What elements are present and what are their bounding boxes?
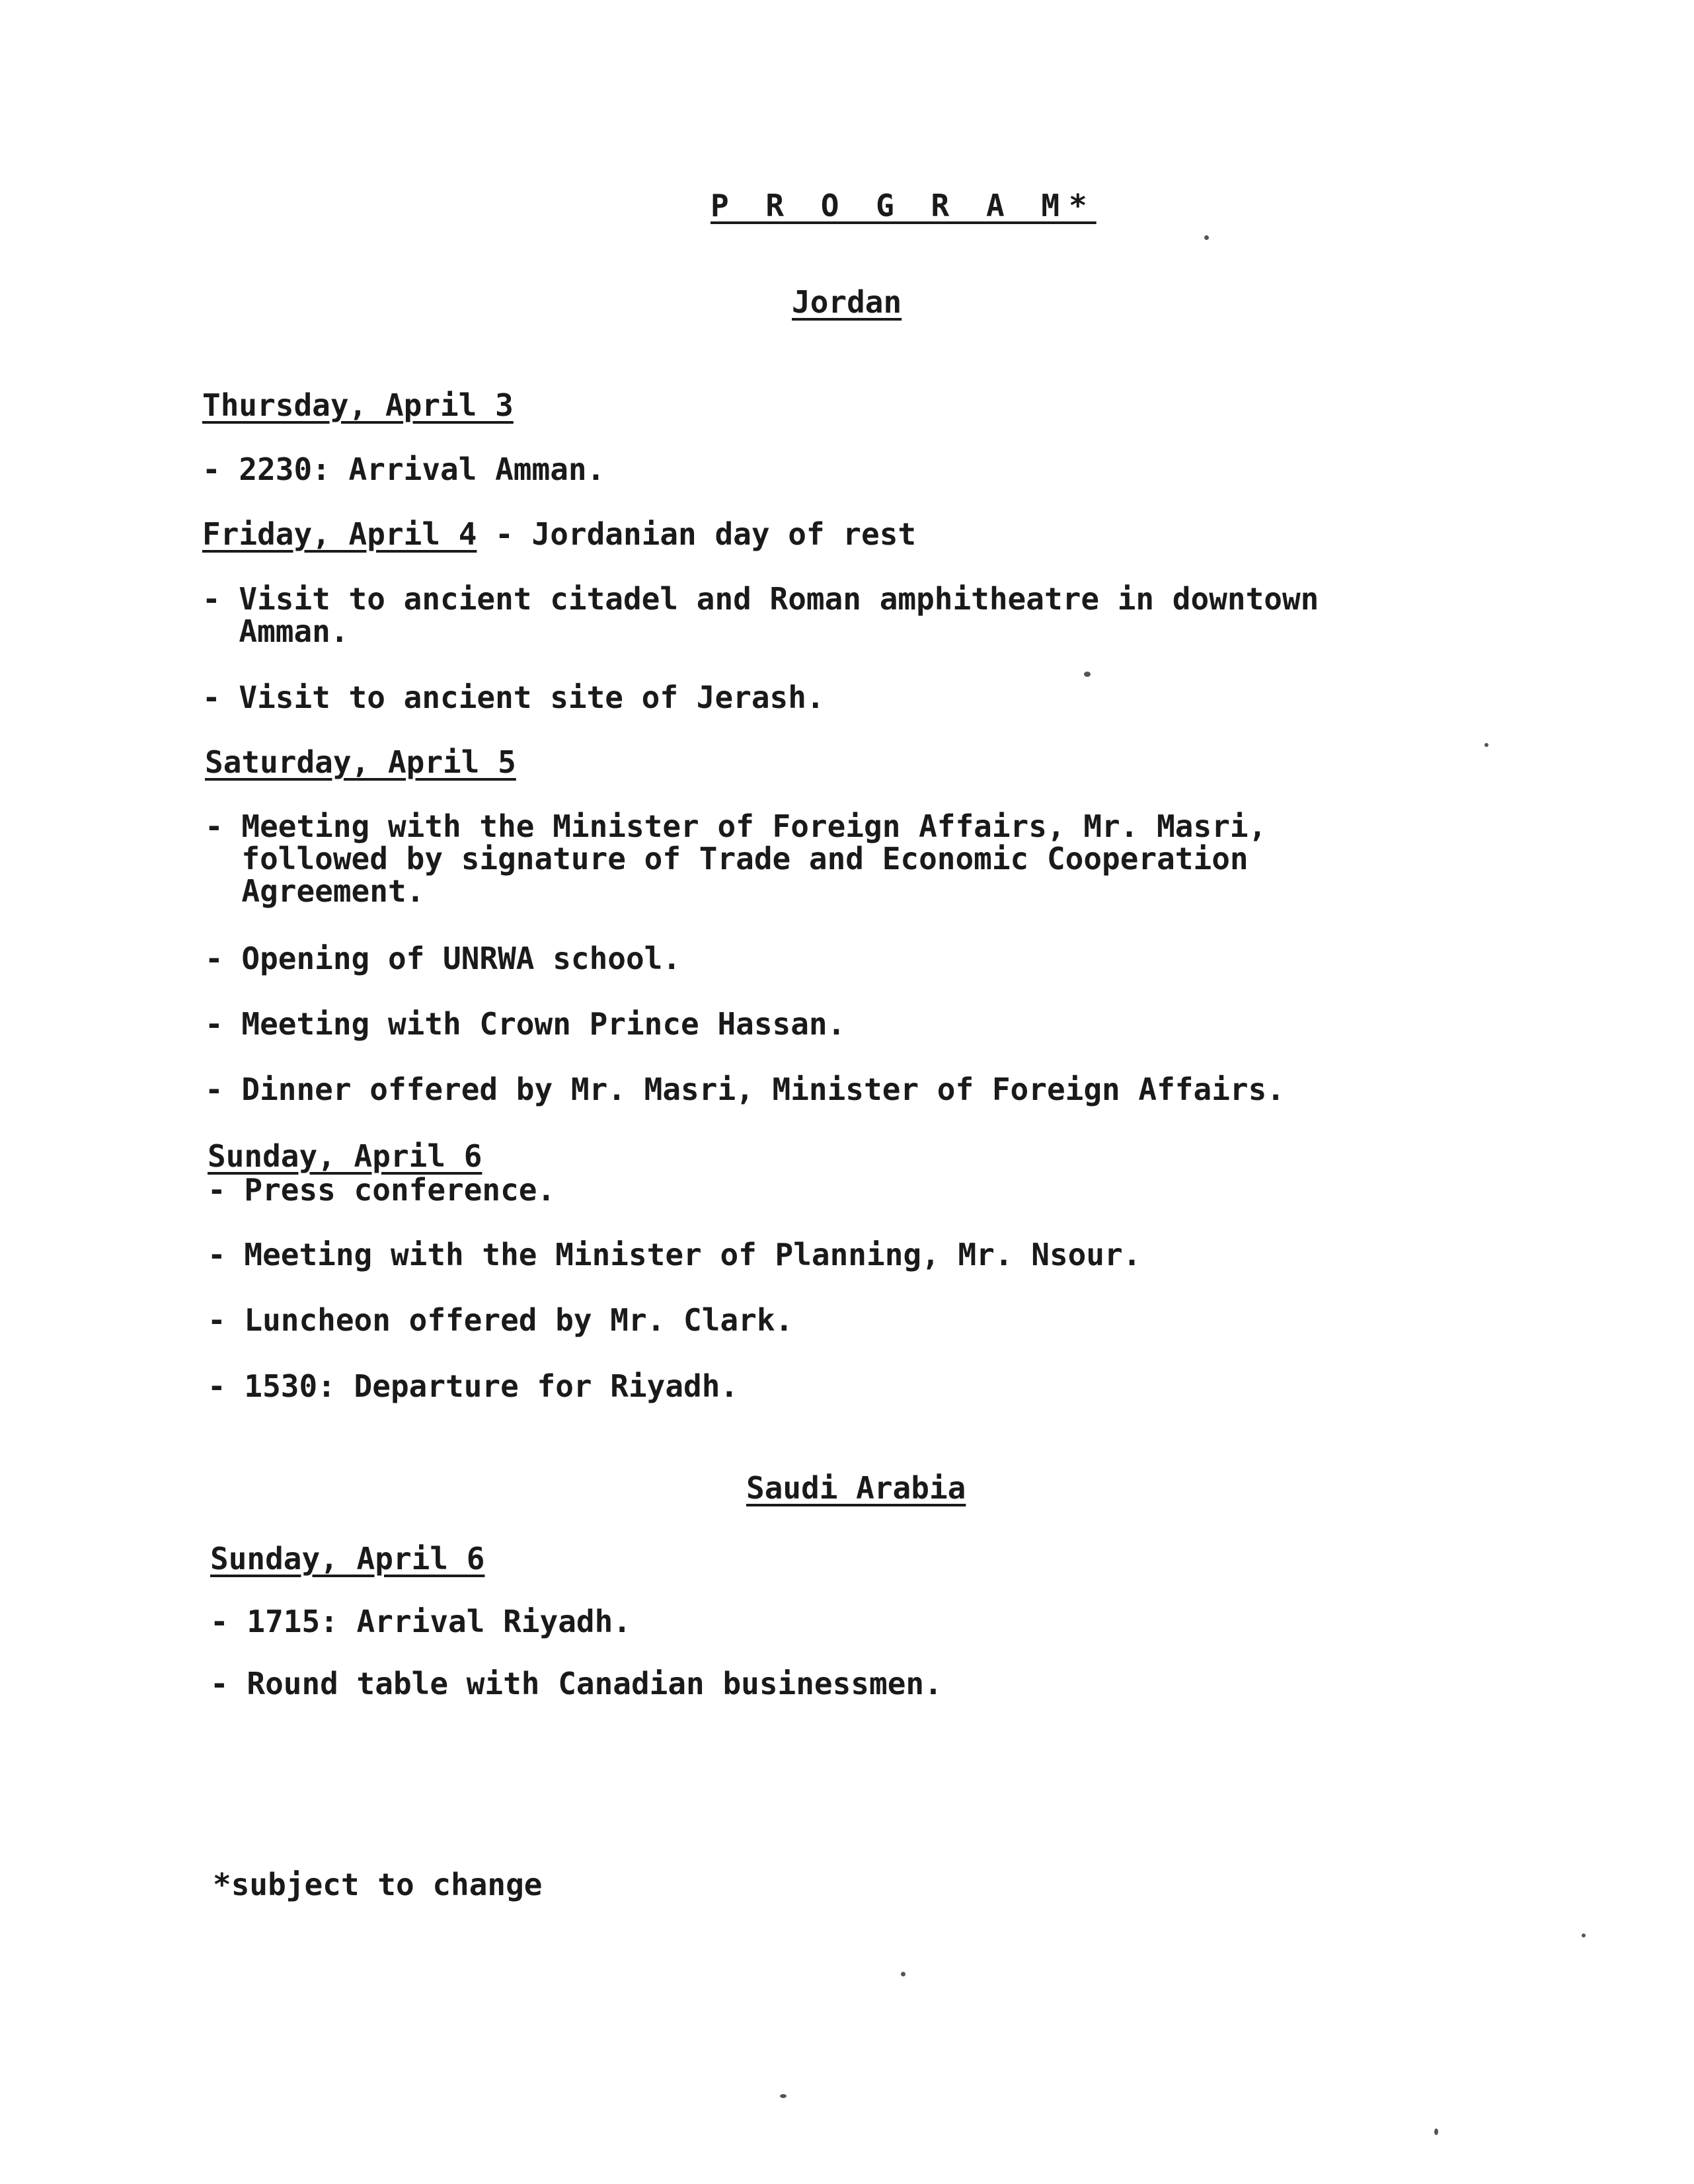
footnote: *subject to change: [213, 1867, 543, 1902]
schedule-item-continuation: Agreement.: [205, 873, 425, 909]
scan-speck: [901, 1972, 905, 1976]
day-heading-sunday-april-6: Sunday, April 6: [208, 1138, 482, 1174]
scan-speck: [1582, 1933, 1586, 1937]
schedule-item: - Opening of UNRWA school.: [205, 941, 681, 976]
section-heading-saudi-arabia: Saudi Arabia: [746, 1470, 966, 1506]
schedule-item: - Round table with Canadian businessmen.: [210, 1666, 943, 1701]
day-heading-thursday-april-3: Thursday, April 3: [202, 387, 514, 423]
schedule-item: - Meeting with Crown Prince Hassan.: [205, 1006, 846, 1042]
section-heading-jordan: Jordan: [792, 284, 902, 320]
page-title: P R O G R A M*: [711, 188, 1097, 223]
day-heading-sunday-april-6-riyadh: Sunday, April 6: [210, 1541, 485, 1577]
scan-speck: [1434, 2128, 1438, 2135]
schedule-item: - Visit to ancient citadel and Roman amphitheatre in downtown: [202, 581, 1319, 617]
day-note-jordanian-day-of-rest: - Jordanian day of rest: [477, 516, 917, 552]
schedule-item: - 2230: Arrival Amman.: [202, 451, 605, 487]
scan-speck: [1204, 235, 1209, 240]
schedule-item: - Dinner offered by Mr. Masri, Minister of Foreign Affairs.: [205, 1072, 1285, 1107]
schedule-item: - Meeting with the Minister of Foreign Affairs, Mr. Masri,: [205, 808, 1267, 844]
schedule-item: - Press conference.: [208, 1172, 556, 1208]
schedule-item: - Meeting with the Minister of Planning, Mr. Nsour.: [208, 1237, 1141, 1272]
scan-speck: [1084, 672, 1091, 677]
schedule-item-continuation: followed by signature of Trade and Economic Cooperation: [205, 841, 1249, 877]
day-heading-row-friday: [202, 518, 916, 551]
schedule-item: - Visit to ancient site of Jerash.: [202, 680, 825, 715]
day-heading-friday-april-4: Friday, April 4: [202, 516, 477, 552]
schedule-item-continuation: Amman.: [202, 613, 349, 649]
schedule-item: - 1715: Arrival Riyadh.: [210, 1604, 631, 1639]
scan-speck: [780, 2094, 787, 2098]
schedule-item: - 1530: Departure for Riyadh.: [208, 1368, 739, 1404]
schedule-item: - Luncheon offered by Mr. Clark.: [208, 1302, 794, 1338]
day-heading-saturday-april-5: Saturday, April 5: [205, 744, 516, 780]
scan-speck: [1484, 743, 1488, 747]
